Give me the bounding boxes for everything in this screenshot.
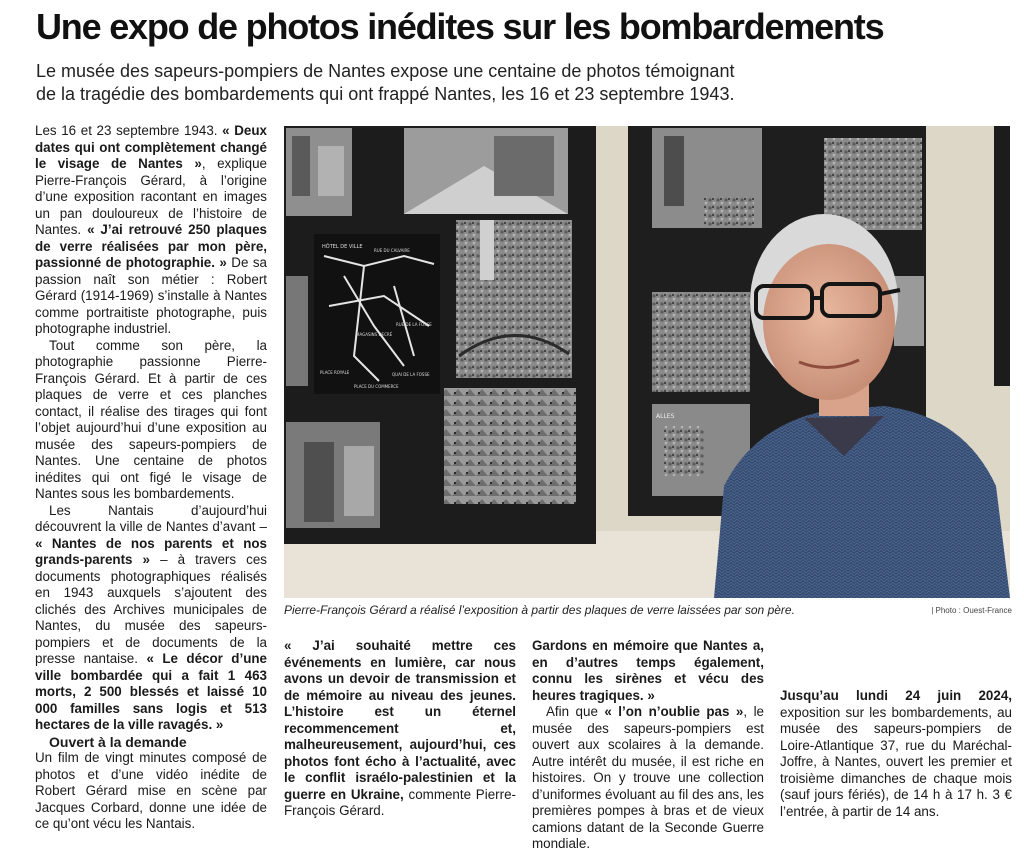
- paragraph-musee: Afin que « l’on n’oublie pas », le musée des sapeurs-pompiers est ouvert aux scolaires à la demande. Autre intérêt du musée, il est riche en histoires. On y trouve une collection d’uniformes évoluant au fil des ans, les premières pompes à bras et de vieux camions datant de la Seconde Guerre mondiale.: [532, 704, 764, 851]
- paragraph-gardons: [532, 638, 764, 704]
- article-column-2: [284, 638, 516, 820]
- photo-illustration: [284, 126, 1010, 598]
- quote-gardons: Gardons en mémoire que Nantes a, en d’autres temps également, connu les sirènes et vécu des heures tragiques. »: [532, 638, 764, 703]
- article-column-3: [532, 638, 764, 853]
- map-label-place-royale: PLACE ROYALE: [320, 370, 350, 375]
- quote-deux-dates: « Deux dates qui ont complètement changé le visage de Nantes »: [35, 123, 267, 171]
- map-label-rue: RUE DE LA FOSSE: [396, 322, 432, 327]
- headline: Une expo de photos inédites sur les bombardements: [36, 6, 884, 47]
- quote-oublie: « l’on n’oublie pas »: [604, 704, 744, 719]
- map-label-decre: MAGASINS DECRÉ: [356, 332, 393, 337]
- exhibition-photo: [284, 126, 1010, 598]
- subhead: Ouvert à la demande: [49, 733, 187, 750]
- paragraph-passion: Tout comme son père, la photographie passionne Pierre-François Gérard. Et à partir de ces plaques de verre et ces planches contact, il réalise des tirages qui font l’objet aujourd’hui d’une exposition au musée des sapeurs-pompiers de Nantes. Une centaine de photos inédites qui ont figé le visage de Nantes sous les bombardements.: [35, 337, 267, 501]
- map-label-commerce: PLACE DU COMMERCE: [354, 384, 399, 389]
- article-column-4: [780, 638, 1012, 820]
- photo-caption: Pierre-François Gérard a réalisé l’exposition à partir des plaques de verre laissées par son père.: [284, 603, 795, 617]
- standfirst: [36, 60, 816, 106]
- paragraph-film-quote: « J’ai souhaité mettre ces événements en lumière, car nous avons un devoir de transmission et de mémoire au niveau des jeunes. L’histoire est un éternel recommencement et, malheureusement, aujourd’hui, ces photos font écho à l’actualité, avec le conflit israélo-palestinien et la guerre en Ukraine, commente Pierre-François Gérard.: [284, 638, 516, 818]
- map-label-quai: QUAI DE LA FOSSE: [392, 372, 430, 377]
- map-label-calvaire: RUE DU CALVAIRE: [374, 248, 410, 253]
- paragraph-film-start: Un film de vingt minutes composé de photos et d’une vidéo inédite de Robert Gérard mise en scène par Jacques Corbard, donne une idée de ce qu’ont vécu les Nantais.: [35, 750, 267, 831]
- shop-sign-label: ALLES: [656, 413, 675, 420]
- paragraph-nantais: Les Nantais d’aujourd’hui découvrent la ville de Nantes d’avant – « Nantes de nos parents et nos grands-parents » – à travers ces documents photographiques réalisés en 1943 auxquels s’ajoutent des clichés des Archives municipales de Nantes, du musée des sapeurs-pompiers et de documents de la presse nantaise. « Le décor d’une ville bombardée qui a fait 1 463 morts, 2 500 blessés et laissé 10 000 familles sans logis et 513 hectares de la ville ravagés. »: [35, 502, 267, 732]
- info-dates: Jusqu’au lundi 24 juin 2024,: [780, 688, 1012, 703]
- paragraph-intro: Les 16 et 23 septembre 1943. « Deux dates qui ont complètement changé le visage de Nantes », explique Pierre-François Gérard, à l’origine d’une exposition racontant en images un pan douloureux de l’histoire de Nantes. « J’ai retrouvé 250 plaques de verre réalisées par mon père, passionné de photographie. » De sa passion naît son métier : Robert Gérard (1914-1969) s’installe à Nantes comme portraitiste photographe, puis photographe industriel.: [35, 123, 267, 336]
- standfirst-line-2: de la tragédie des bombardements qui ont frappé Nantes, les 16 et 23 septembre 1943.: [36, 84, 735, 104]
- article-column-1: [35, 123, 267, 833]
- quote-parents: « Nantes de nos parents et nos grands-parents »: [35, 535, 267, 567]
- map-label-hotel-de-ville: HÔTEL DE VILLE: [322, 244, 363, 250]
- quote-plaques: « J’ai retrouvé 250 plaques de verre réalisées par mon père, passionné de photographie. »: [35, 222, 267, 270]
- quote-decor: « Le décor d’une ville bombardée qui a fait 1 463 morts, 2 500 blessés et laissé 10 000 familles sans logis et 513 hectares de la ville ravagés. »: [35, 651, 267, 732]
- photo-credit: | Photo : Ouest-France: [931, 606, 1012, 615]
- quote-souhaite: « J’ai souhaité mettre ces événements en lumière, car nous avons un devoir de transmission et de mémoire au niveau des jeunes. L’histoire est un éternel recommencement et, malheureusement, aujourd’hui, ces photos font écho à l’actualité, avec le conflit israélo-palestinien et la guerre en Ukraine,: [284, 638, 516, 802]
- practical-info: Jusqu’au lundi 24 juin 2024, exposition sur les bombardements, au musée des sapeurs-pompiers de Loire-Atlantique 37, rue du Maréchal-Joffre, à Nantes, ouvert les premier et troisième dimanches de chaque mois (sauf jours fériés), de 14 h à 17 h. 3 € l’entrée, à partir de 14 ans.: [780, 688, 1012, 819]
- standfirst-line-1: Le musée des sapeurs-pompiers de Nantes expose une centaine de photos témoignant: [36, 61, 735, 81]
